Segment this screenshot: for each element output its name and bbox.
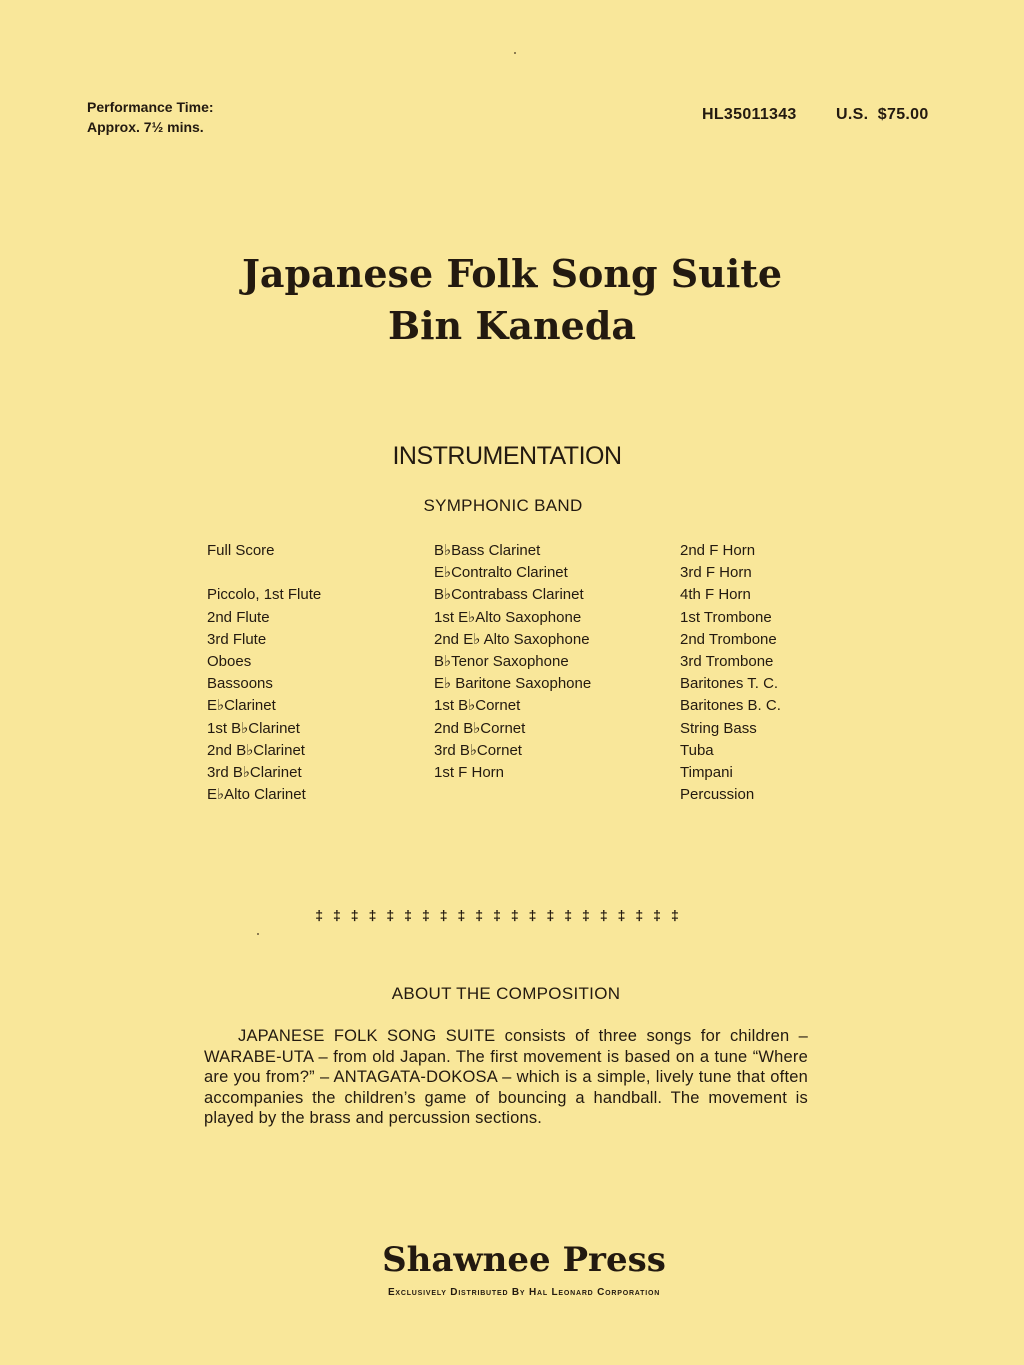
instrument-item: E♭ Baritone Saxophone xyxy=(434,675,592,693)
instrument-item: Baritones T. C. xyxy=(680,675,779,693)
instrument-column-2 xyxy=(434,540,591,784)
instrument-item: Tuba xyxy=(680,741,714,759)
instrumentation-heading: INSTRUMENTATION xyxy=(392,442,622,470)
instrument-item: Oboes xyxy=(207,652,252,670)
instrument-item: 2nd Trombone xyxy=(680,630,777,648)
title-main: Japanese Folk Song Suite xyxy=(241,251,783,296)
price: U.S. $75.00 xyxy=(836,106,929,123)
instrument-item: B♭Contrabass Clarinet xyxy=(434,586,584,604)
instrument-item: 3rd Flute xyxy=(207,630,267,648)
instrument-item: 3rd F Horn xyxy=(680,564,752,582)
instrument-item: 2nd F Horn xyxy=(680,542,756,559)
instrument-item: Baritones B. C. xyxy=(680,697,781,715)
distribution-note: Exclusively Distributed By Hal Leonard Corporation xyxy=(387,1287,661,1298)
instrument-item: 1st B♭Cornet xyxy=(434,697,521,715)
instrument-item: 2nd B♭Cornet xyxy=(434,719,526,737)
instrument-item: Bassoons xyxy=(207,675,273,693)
instrument-item: 3rd B♭Cornet xyxy=(434,741,522,759)
catalog-code: HL35011343 xyxy=(702,106,797,123)
title-composer: Bin Kaneda xyxy=(387,303,637,348)
performance-time-label: Performance Time: xyxy=(87,99,214,115)
instrument-item: 1st F Horn xyxy=(434,763,505,781)
publisher-logo: Shawnee Press xyxy=(382,1240,666,1280)
instrument-item: 1st E♭Alto Saxophone xyxy=(434,608,582,626)
instrument-item: E♭Alto Clarinet xyxy=(207,786,306,804)
instrument-item: Full Score xyxy=(207,542,275,559)
instrument-item: 3rd Trombone xyxy=(680,652,774,670)
about-heading: ABOUT THE COMPOSITION xyxy=(391,984,621,1003)
ornament-divider: ‡‡‡‡‡‡‡‡‡‡‡‡‡‡‡‡‡‡‡‡‡ xyxy=(315,907,689,923)
instrument-item: Piccolo, 1st Flute xyxy=(207,586,322,604)
instrumentation-subheading: SYMPHONIC BAND xyxy=(423,496,583,515)
instrument-item: 2nd E♭ Alto Saxophone xyxy=(434,630,590,648)
performance-time xyxy=(87,97,214,137)
performance-time-value: Approx. 7½ mins. xyxy=(87,119,204,135)
instrument-item: 1st Trombone xyxy=(680,608,772,626)
instrument-item xyxy=(207,562,321,584)
instrument-item: 4th F Horn xyxy=(680,586,751,604)
instrument-item: B♭Tenor Saxophone xyxy=(434,652,569,670)
instrument-item: Timpani xyxy=(680,763,733,781)
instrument-item: 3rd B♭Clarinet xyxy=(207,763,302,781)
instrument-item: String Bass xyxy=(680,719,757,737)
instrument-item: E♭Contralto Clarinet xyxy=(434,564,568,582)
instrument-column-3 xyxy=(680,540,781,806)
instrument-column-1 xyxy=(207,540,321,806)
instrument-item: Percussion xyxy=(680,786,755,804)
instrument-item: 1st B♭Clarinet xyxy=(207,719,300,737)
paper-speck xyxy=(257,933,259,935)
instrument-item: B♭Bass Clarinet xyxy=(434,542,541,559)
instrument-item: E♭Clarinet xyxy=(207,697,276,715)
instrument-item: 2nd B♭Clarinet xyxy=(207,741,305,759)
instrument-item: 2nd Flute xyxy=(207,608,270,626)
paper-speck xyxy=(514,52,516,54)
about-paragraph: JAPANESE FOLK SONG SUITE consists of three songs for children – WARABE-UTA – from old Japan. The first movement is based on a tune “Where are you from?” – ANTAGATA-DOKOSA – which is a simple, lively tune that often accompanies the children’s game of bouncing a handball. The movement is played by the brass and percussion sections. xyxy=(204,1027,808,1128)
